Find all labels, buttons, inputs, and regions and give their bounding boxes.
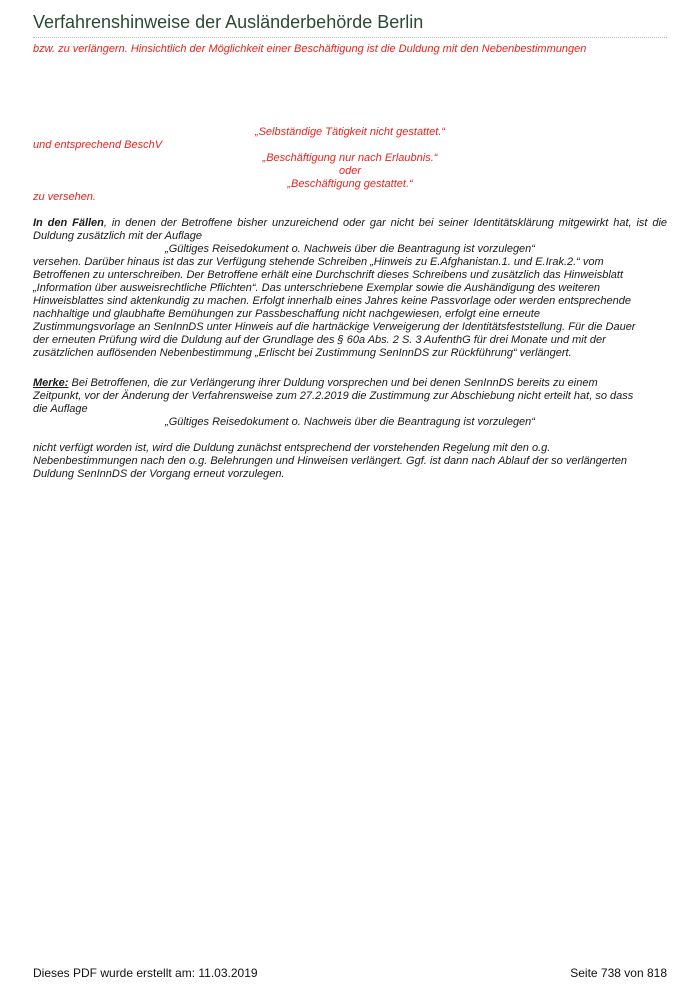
paragraph-identity-body: [33, 256, 667, 360]
body-line: Nebenbestimmungen nach den o.g. Belehrungen und Hinweisen verlängert. Ggf. ist dann nach Ablauf der so verlängerten: [33, 455, 627, 467]
body-line: „Information über ausweisrechtliche Pflichten“. Das unterschriebene Exemplar sowie die Aushändigung des weiteren: [33, 282, 601, 294]
paragraph-lead: In den Fällen: [33, 217, 104, 229]
page-title: Verfahrenshinweise der Ausländerbehörde Berlin: [33, 12, 424, 32]
option-self-employment: „Selbständige Tätigkeit nicht gestattet.“: [254, 126, 446, 138]
footer-page-number: Seite 738 von 818: [570, 966, 667, 980]
option-employment-allowed: „Beschäftigung gestattet.“: [287, 178, 413, 190]
body-line: versehen. Darüber hinaus ist das zur Verfügung stehende Schreiben „Hinweis zu E.Afghanistan.1. und E.Irak.2.“ vom: [33, 256, 604, 268]
header-divider: [33, 37, 667, 38]
paragraph-lead-rest: , in denen der Betroffene bisher unzureichend oder gar nicht bei seiner Identitätsklärung mitgewirkt hat, ist die Duldung zusätzlich mit der Auflage: [33, 217, 668, 242]
body-line: Betroffenen zu unterschreiben. Der Betroffene erhält eine Durchschrift dieses Schreibens und zusätzlich das Hinweisblatt: [33, 269, 624, 281]
body-line: Zeitpunkt, vor der Änderung der Verfahrensweise zum 27.2.2019 die Zustimmung zur Abschiebung nicht erteilt hat, so dass: [33, 390, 634, 402]
body-line: Zustimmungsvorlage an SenInnDS unter Hinweis auf die hartnäckige Verweigerung der Identitätsfeststellung. Für die Dauer: [33, 321, 636, 333]
body-line: die Auflage: [33, 403, 88, 415]
body-line: Hinweisblattes sind aktenkundig zu machen. Erfolgt innerhalb eines Jahres keine Passvorlage oder werden entsprechende: [33, 295, 632, 307]
beschv-text: und entsprechend BeschV: [33, 139, 163, 151]
option-employment-permission: „Beschäftigung nur nach Erlaubnis.“: [262, 152, 438, 164]
body-line: der erneuten Prüfung wird die Duldung auf der Grundlage des § 60a Abs. 2 S. 3 AufenthG für drei Monate und mit der: [33, 334, 606, 346]
body-line: zusätzlichen auflösenden Nebenbestimmung „Erlischt bei Zustimmung SenInnDS zur Rückführung“ verlängert.: [33, 347, 572, 359]
paragraph-merke: [33, 377, 667, 416]
paragraph-merke-body: [33, 442, 667, 481]
intro-text: bzw. zu verlängern. Hinsichtlich der Möglichkeit einer Beschäftigung ist die Duldung mit den Nebenbestimmungen: [33, 43, 587, 55]
footer-created-date: Dieses PDF wurde erstellt am: 11.03.2019: [33, 966, 258, 980]
body-line: nachhaltige und glaubhafte Bemühungen zur Passbeschaffung nicht nachgewiesen, erfolgt eine erneute: [33, 308, 540, 320]
body-line: Duldung SenInnDS der Vorgang erneut vorzulegen.: [33, 468, 285, 480]
versehen-text: zu versehen.: [33, 191, 96, 203]
condition-quote-2: „Gültiges Reisedokument o. Nachweis über die Beantragung ist vorzulegen“: [165, 416, 535, 428]
condition-quote: „Gültiges Reisedokument o. Nachweis über die Beantragung ist vorzulegen“: [165, 243, 535, 255]
body-line: Bei Betroffenen, die zur Verlängerung ihrer Duldung vorsprechen und bei denen SenInnDS bereits zu einem: [68, 377, 598, 389]
oder-text: oder: [338, 165, 362, 177]
merke-label: Merke:: [33, 377, 69, 389]
body-line: nicht verfügt worden ist, wird die Duldung zunächst entsprechend der vorstehenden Regelung mit den o.g.: [33, 442, 551, 454]
paragraph-identity: [33, 217, 667, 243]
